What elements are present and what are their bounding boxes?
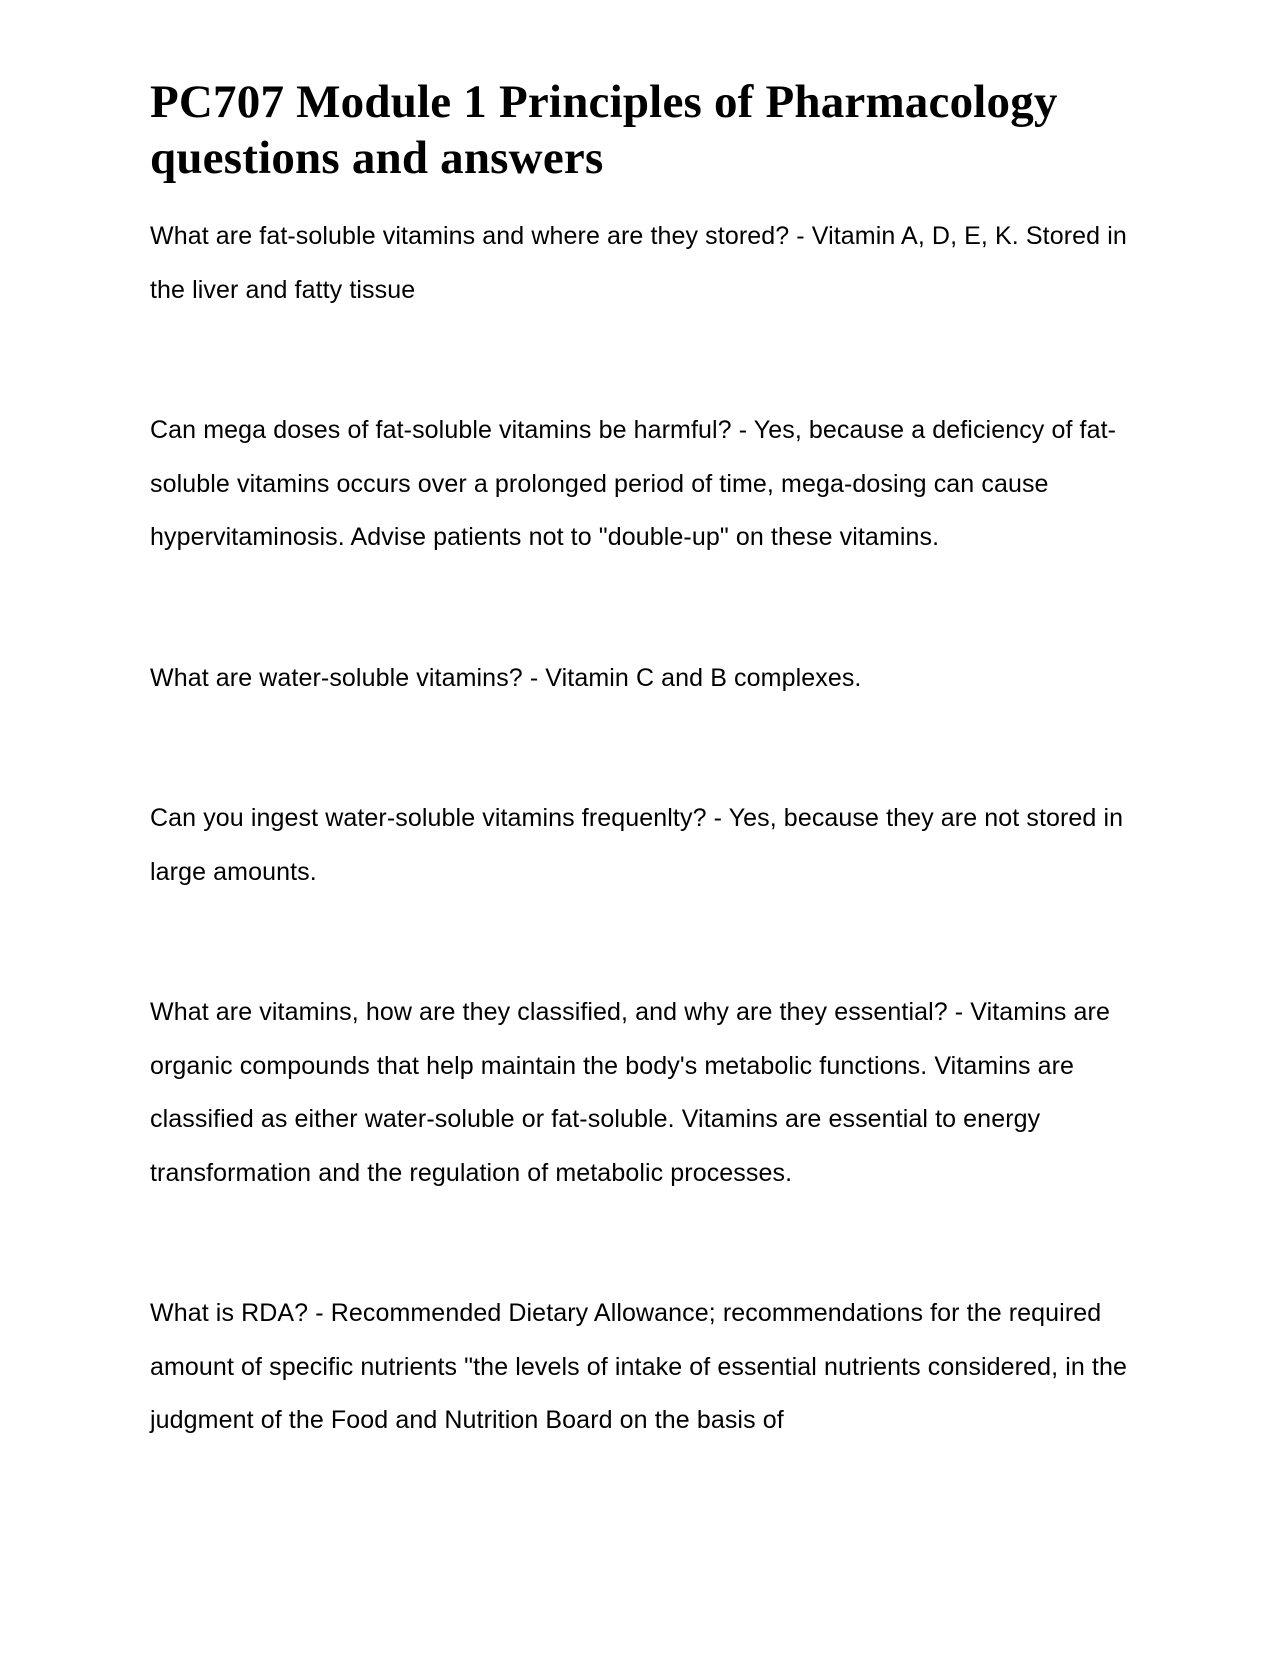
qa-entry: What are fat-soluble vitamins and where are they stored? - Vitamin A, D, E, K. Stored in the liver and fatty tissue	[150, 222, 1127, 304]
qa-entry: Can mega doses of fat-soluble vitamins be harmful? - Yes, because a deficiency of fat-soluble vitamins occurs over a prolonged period of time, mega-dosing can cause hypervitaminosis. Advise patients not to "double-up" on these vitamins.	[150, 416, 1117, 551]
qa-entry: What are vitamins, how are they classified, and why are they essential? - Vitamins are organic compounds that help maintain the body's metabolic functions. Vitamins are classified as either water-soluble or fat-soluble. Vitamins are essential to energy transformation and the regulation of metabolic processes.	[150, 998, 1110, 1187]
qa-entry: What is RDA? - Recommended Dietary Allowance; recommendations for the required amount of specific nutrients "the levels of intake of essential nutrients considered, in the judgment of the Food and Nutrition Board on the basis of	[150, 1299, 1127, 1434]
document-title: PC707 Module 1 Principles of Pharmacology questions and answers	[150, 76, 1058, 184]
qa-entry: What are water-soluble vitamins? - Vitamin C and B complexes.	[150, 663, 862, 692]
qa-entry: Can you ingest water-soluble vitamins frequenlty? - Yes, because they are not stored in large amounts.	[150, 804, 1124, 886]
document-content	[150, 74, 1130, 1535]
